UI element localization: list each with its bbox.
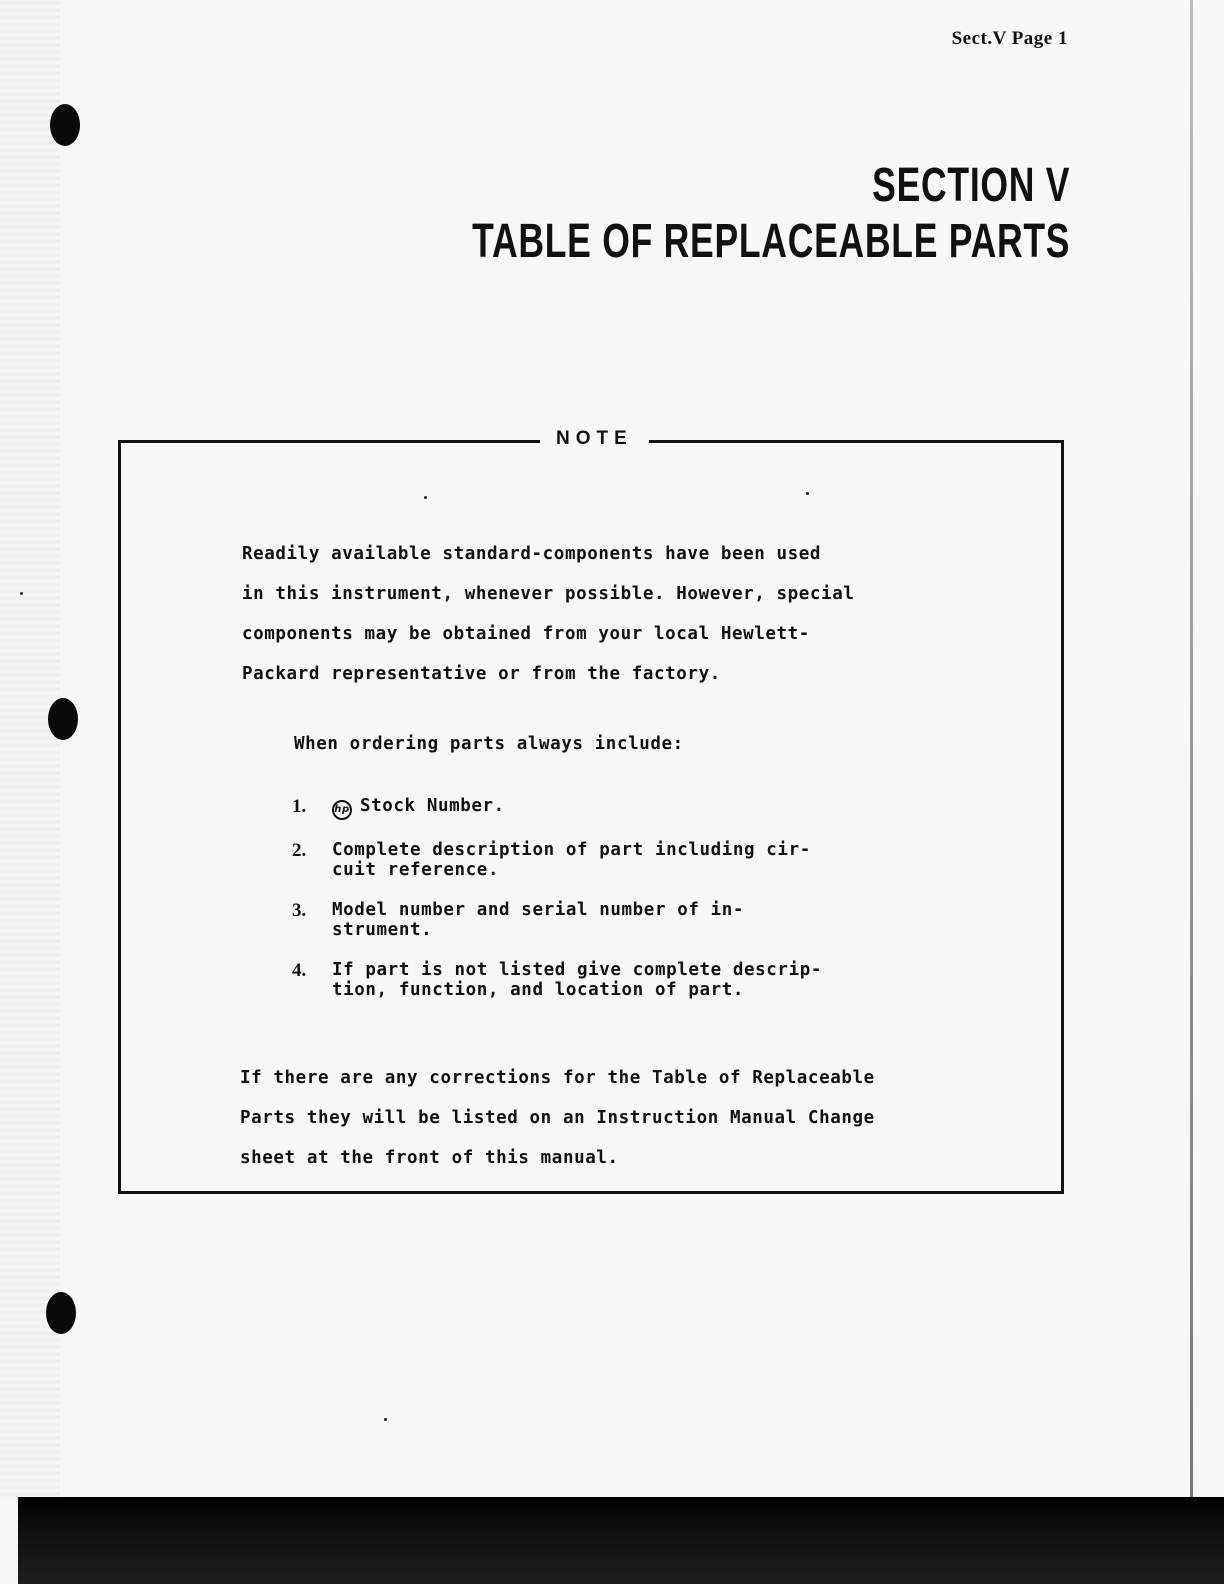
scan-bottom-band: [18, 1497, 1224, 1584]
binder-hole-middle: [48, 698, 78, 740]
list-item: [292, 900, 822, 940]
scan-speck: [20, 592, 23, 595]
title-line-section: SECTION V: [871, 159, 1070, 212]
list-item: [292, 960, 822, 1000]
list-number: 1.: [292, 796, 307, 817]
list-text: If part is not listed give complete descrip-: [332, 960, 822, 980]
title-line-table: TABLE OF REPLACEABLE PARTS: [471, 215, 1070, 268]
scan-speck: [806, 492, 809, 495]
note-paragraph-components: [242, 534, 854, 694]
page-right-edge: [1190, 0, 1193, 1500]
text-line: If there are any corrections for the Table of Replaceable: [240, 1068, 875, 1088]
hp-logo-icon: hp: [332, 800, 352, 820]
text-line: in this instrument, whenever possible. However, special: [242, 584, 855, 604]
list-text: cuit reference.: [332, 860, 500, 880]
note-label: NOTE: [540, 428, 649, 450]
text-line: sheet at the front of this manual.: [240, 1148, 619, 1168]
scan-speck: [384, 1418, 387, 1421]
binder-hole-bottom: [46, 1292, 76, 1334]
list-text-part: Stock Number.: [360, 796, 505, 816]
ordering-intro: When ordering parts always include:: [294, 734, 684, 754]
list-number: 2.: [292, 840, 307, 861]
list-text: Model number and serial number of in-: [332, 900, 745, 920]
page-title: [472, 158, 1070, 270]
text-line: Readily available standard-components have been used: [242, 544, 822, 564]
list-number: 3.: [292, 900, 307, 921]
list-text: tion, function, and location of part.: [332, 980, 745, 1000]
binder-hole-top: [50, 104, 80, 146]
list-text: strument.: [332, 920, 433, 940]
text-line: Packard representative or from the factory.: [242, 664, 721, 684]
text-line: Parts they will be listed on an Instruction Manual Change: [240, 1108, 875, 1128]
scan-left-edge: [0, 0, 60, 1500]
text-line: components may be obtained from your local Hewlett-: [242, 624, 810, 644]
list-text: Complete description of part including cir-: [332, 840, 811, 860]
list-item: [292, 796, 822, 820]
section-page-reference: Sect.V Page 1: [951, 28, 1068, 49]
ordering-list: [292, 796, 822, 1020]
list-number: 4.: [292, 960, 307, 981]
list-text: [332, 796, 822, 820]
list-item: [292, 840, 822, 880]
note-paragraph-corrections: [240, 1058, 875, 1178]
scan-speck: [424, 496, 427, 499]
